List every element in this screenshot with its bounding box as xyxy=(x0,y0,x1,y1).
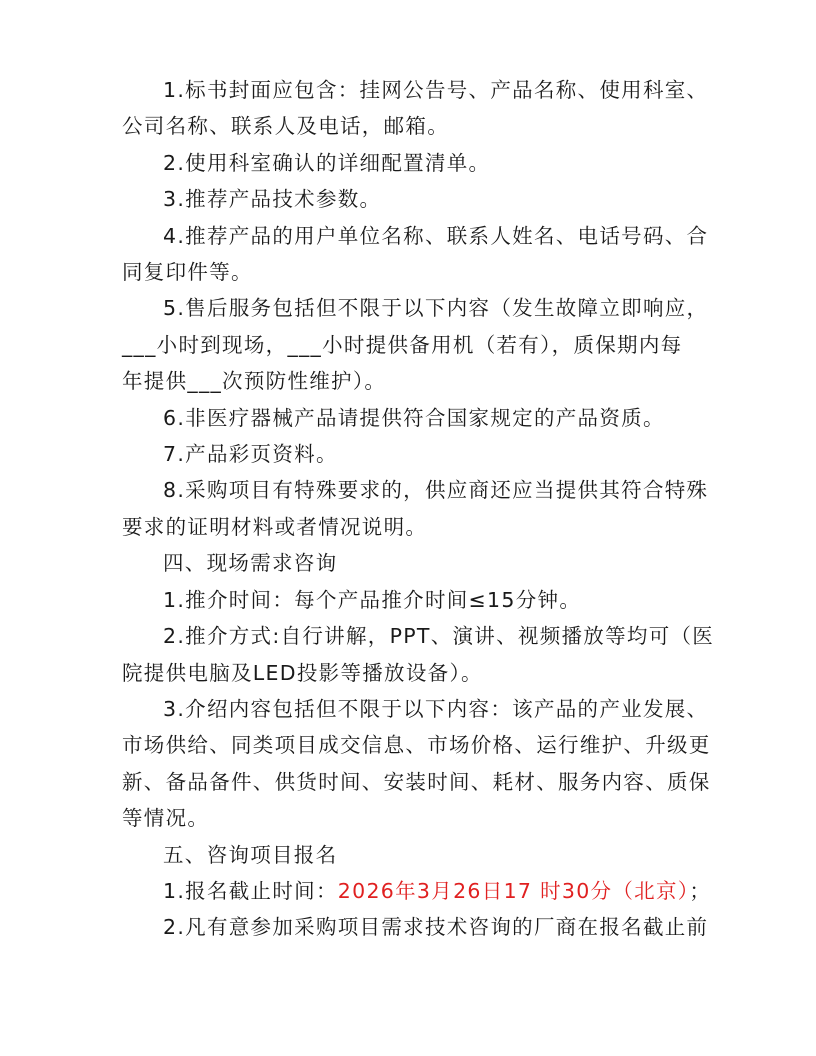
paragraph-2: 2.使用科室确认的详细配置清单。 xyxy=(163,150,491,175)
paragraph-11-line-1: 3.介绍内容包括但不限于以下内容：该产品的产业发展、 xyxy=(163,696,709,721)
paragraph-9: 1.推介时间：每个产品推介时间≤15分钟。 xyxy=(163,587,582,612)
paragraph-7: 7.产品彩页资料。 xyxy=(163,442,338,467)
paragraph-4-line-1: 4.推荐产品的用户单位名称、联系人姓名、电话号码、合 xyxy=(163,223,709,248)
document-body xyxy=(122,72,715,946)
paragraph-4-line-2: 同复印件等。 xyxy=(122,260,253,285)
section-heading-5: 五、咨询项目报名 xyxy=(163,842,338,867)
paragraph-12 xyxy=(122,873,712,909)
paragraph-10-line-1: 2.推介方式:自行讲解，PPT、演讲、视频播放等均可（医 xyxy=(163,624,715,649)
paragraph-13-line-1: 2.凡有意参加采购项目需求技术咨询的厂商在报名截止前 xyxy=(163,915,709,940)
deadline-label: 1.报名截止时间： xyxy=(163,878,338,903)
deadline-time: 2026年3月26日17 时30分（北京） xyxy=(337,878,690,903)
paragraph-11-line-3: 新、备品备件、供货时间、安装时间、耗材、服务内容、质保 xyxy=(122,769,711,794)
paragraph-6: 6.非医疗器械产品请提供符合国家规定的产品资质。 xyxy=(163,405,665,430)
paragraph-5-line-2: ___小时到现场，___小时提供备用机（若有），质保期内每 xyxy=(122,332,683,357)
paragraph-3: 3.推荐产品技术参数。 xyxy=(163,187,382,212)
paragraph-5-line-3: 年提供___次预防性维护）。 xyxy=(122,369,387,394)
paragraph-1-line-1: 1.标书封面应包含：挂网公告号、产品名称、使用科室、 xyxy=(163,78,709,102)
paragraph-10-line-2: 院提供电脑及LED投影等播放设备）。 xyxy=(122,660,483,685)
paragraph-8-line-1: 8.采购项目有特殊要求的，供应商还应当提供其符合特殊 xyxy=(163,478,709,503)
deadline-end-punct: ； xyxy=(689,878,712,903)
paragraph-11-line-2: 市场供给、同类项目成交信息、市场价格、运行维护、升级更 xyxy=(122,733,711,758)
paragraph-8-line-2: 要求的证明材料或者情况说明。 xyxy=(122,514,428,539)
paragraph-5-line-1: 5.售后服务包括但不限于以下内容（发生故障立即响应， xyxy=(163,296,709,321)
section-heading-4: 四、现场需求咨询 xyxy=(163,551,338,576)
paragraph-1-line-2: 公司名称、联系人及电话，邮箱。 xyxy=(122,114,449,139)
paragraph-11-line-4: 等情况。 xyxy=(122,806,210,831)
